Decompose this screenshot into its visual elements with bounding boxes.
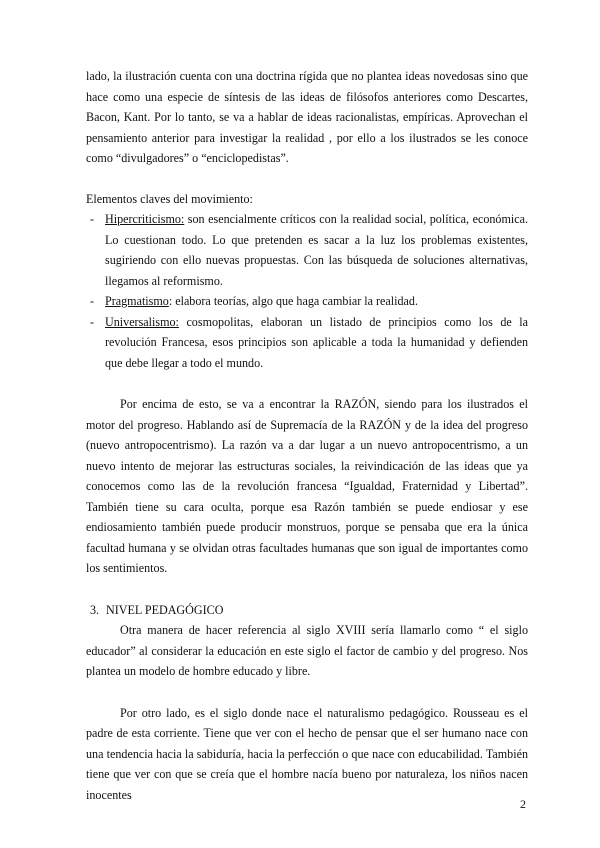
list-item-text: : elabora teorías, algo que haga cambiar la realidad. (168, 294, 418, 308)
paragraph-siglo-educador: Otra manera de hacer referencia al siglo XVIII sería llamarlo como “ el siglo educador” al considerar la educación en este siglo el factor de cambio y del progreso. Nos plantea un modelo de hombre educado y libre. (86, 623, 528, 678)
term-pragmatismo: Pragmatismo (105, 294, 169, 308)
section-number: 3. (90, 602, 100, 617)
list-item-universalismo (86, 312, 528, 374)
term-hipercriticismo: Hipercriticismo: (105, 212, 185, 226)
paragraph-elementos-intro: Elementos claves del movimiento: (86, 191, 253, 206)
term-universalismo: Universalismo: (105, 314, 179, 329)
list-dash: - (90, 294, 95, 308)
key-elements-list (86, 209, 528, 373)
list-item-pragmatismo (86, 291, 528, 312)
list-dash: - (90, 212, 95, 226)
paragraph-ilustracion-doctrina: lado, la ilustración cuenta con una doctrina rígida que no plantea ideas novedosas sino que hace como una especie de síntesis de las ideas de filósofos anteriores como Descartes, Bacon, Kant. Por lo tanto, se va a hablar de ideas racionalistas, empíricas. Aprovechan el pensamiento anterior para investigar la realidad , por ello a los ilustrados se les conoce como “divulgadores” o “enciclopedistas”. (86, 69, 528, 165)
paragraph-naturalismo: Por otro lado, es el siglo donde nace el naturalismo pedagógico. Rousseau es el padre de esta corriente. Tiene que ver con el hecho de pensar que el ser humano nace con una tendencia hacia la sabiduría, hacia la perfección o que nace con educabilidad. También tiene que ver con que se creía que el hombre nacía bueno por naturaleza, los niños nacen inocentes (86, 705, 528, 802)
paragraph-razon: Por encima de esto, se va a encontrar la RAZÓN, siendo para los ilustrados el motor del progreso. Hablando así de Supremacía de la RAZÓN y de la idea del progreso (nuevo antropocentrismo). La razón va a dar lugar a un nuevo antropocentrismo, a un nuevo intento de mejorar las estructuras sociales, la reivindicación de las ideas que ya conocemos como las de la revolución francesa “Igualdad, Fraternidad y Libertad”. También tiene su cara oculta, porque esa Razón también se puede endiosar y ese endiosamiento también puede producir monstruos, porque se pensaba que era la única facultad humana y se olvidan otras facultades humanas que son igual de importantes como los sentimientos. (86, 397, 528, 575)
section-title: NIVEL PEDAGÓGICO (106, 602, 224, 617)
document-body (86, 66, 528, 805)
list-dash: - (90, 314, 95, 329)
page-number: 2 (520, 797, 526, 811)
list-item-text: son esencialmente críticos con la realidad social, política, económica. Lo cuestionan todo. Lo que pretenden es sacar a la luz los problemas existentes, sugiriendo con ello nuevas propuestas. Con las búsqueda de soluciones alternativas, llegamos al reformismo. (105, 212, 528, 288)
list-item-text: cosmopolitas, elaboran un listado de principios como los de la revolución Francesa, esos principios son aplicable a toda la humanidad y defienden que debe llegar a todo el mundo. (105, 314, 528, 370)
list-item-hipercriticismo (86, 209, 528, 291)
section-heading (86, 600, 528, 621)
